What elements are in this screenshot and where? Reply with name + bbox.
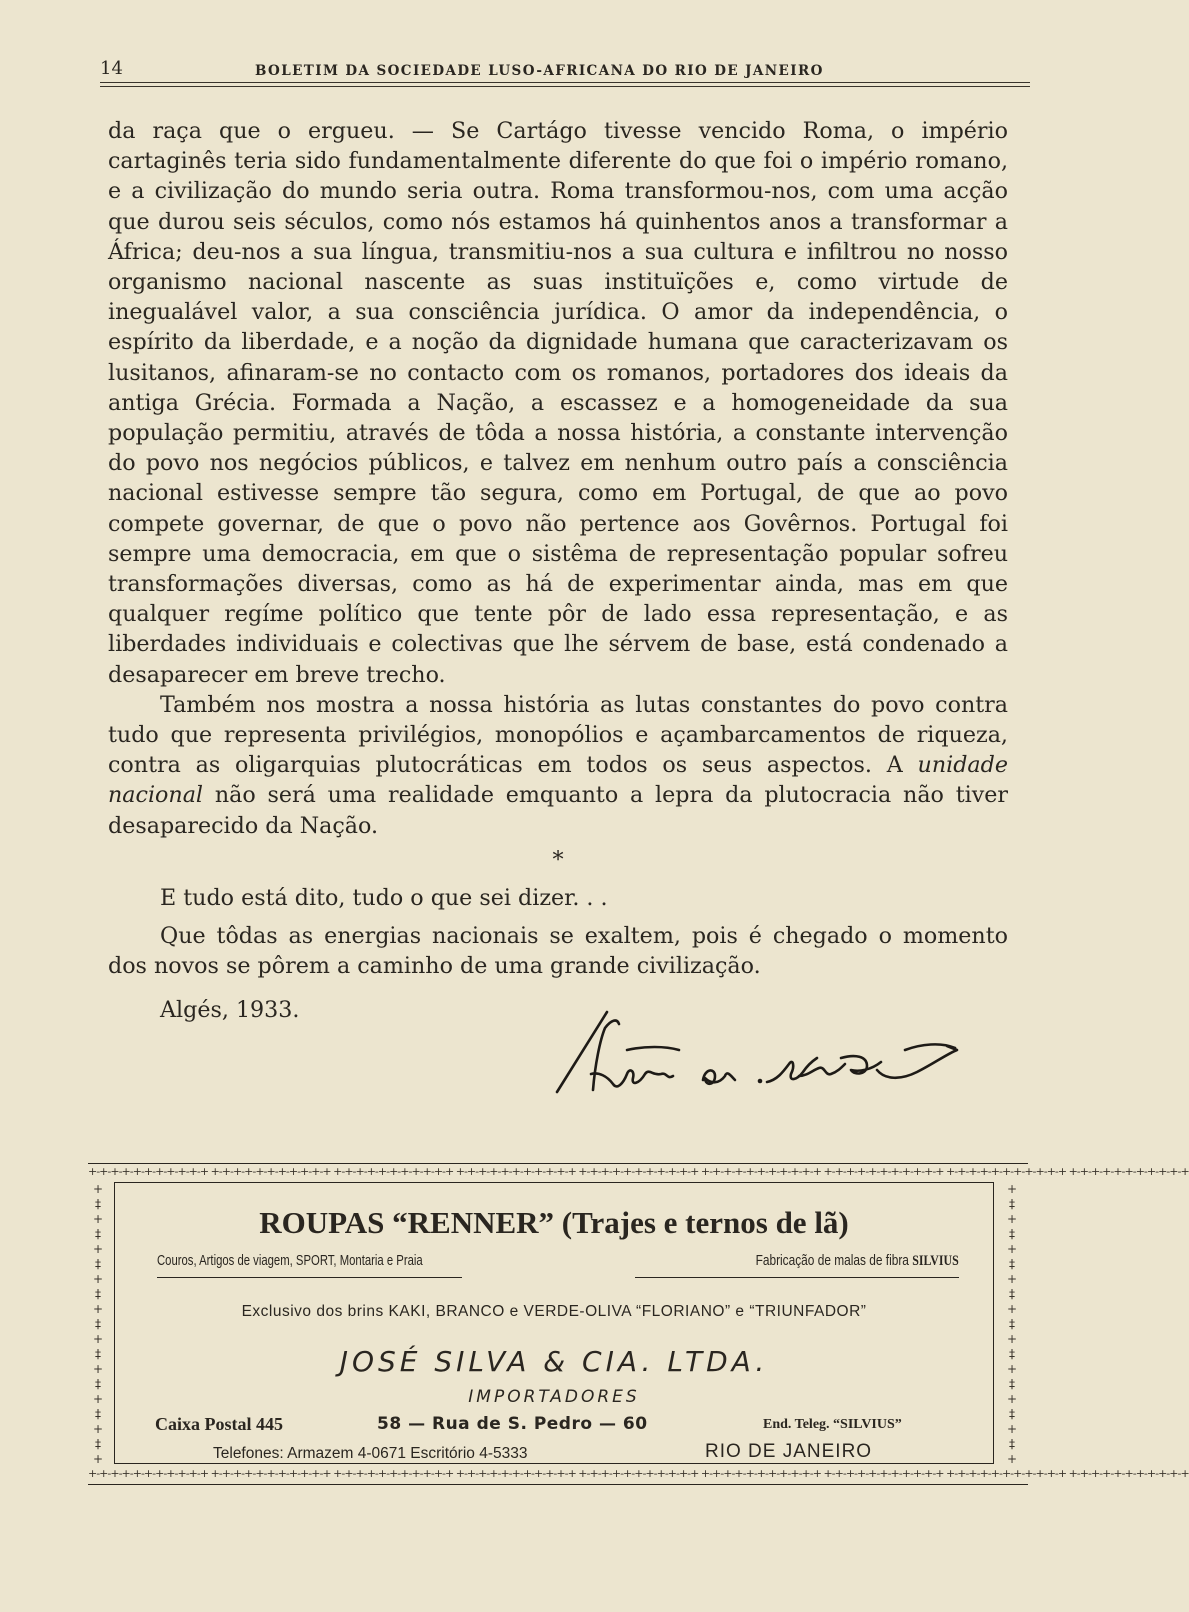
ad-subtitle-right <box>756 1253 959 1270</box>
cross-border-top: +-+-+-+-+-+-+-+-+-+-+ +-+-+-+-+-+-+-+-+-+-+ +-+-+-+-+-+-+-+-+-+-+ +-+-+-+-+-+-+-+-+-+-+ +-+-+-+-+-+-+-+-+-+-+ +-+-+-+-+-+-+-+-+-+-+ +-+-+-+-+-+-+-+-+-+-+ +-+-+-+-+-+-+-+-+-+-+ +-+-+-+-+-+-+-+-+-+-+ <box>88 1165 1189 1178</box>
body-text <box>108 116 1008 1026</box>
advertisement-box <box>114 1182 994 1464</box>
ad-address: 58 — Rua de S. Pedro — 60 <box>377 1414 648 1434</box>
paragraph-3: E tudo está dito, tudo o que sei dizer. . . <box>160 884 608 911</box>
page-number: 14 <box>100 58 123 79</box>
ad-subtitle-left: Couros, Artigos de viagem, SPORT, Montaria e Praia <box>157 1253 423 1269</box>
page-header <box>100 54 1030 88</box>
paragraph-2-italic: unidade nacional <box>108 752 1008 809</box>
ad-city: RIO DE JANEIRO <box>705 1441 873 1462</box>
header-rule <box>100 82 1030 83</box>
ad-brand-silvius: SILVIUS <box>912 1253 959 1269</box>
signature <box>555 1010 995 1115</box>
header-rule-thin <box>100 86 1030 87</box>
ad-caixa-postal: Caixa Postal 445 <box>155 1414 283 1434</box>
ad-phones: Telefones: Armazem 4-0671 Escritório 4-5333 <box>213 1445 528 1462</box>
ad-exclusive-line: Exclusivo dos brins KAKI, BRANCO e VERDE-OLIVA “FLORIANO” e “TRIUNFADOR” <box>241 1303 867 1320</box>
ad-rule-right <box>635 1277 959 1278</box>
ad-rule-left <box>157 1277 462 1278</box>
paragraph-2 <box>108 690 1008 841</box>
advertisement <box>88 1163 1189 1485</box>
paragraph-2-start: Também nos mostra a nossa história as lutas constantes do povo contra tudo que representa privilégios, monopólios e açambarcamentos de riqueza, contra as oligarquias plutocráticas em todos os seus aspectos. A <box>108 691 1008 779</box>
place-date: Algés, 1933. <box>160 997 300 1024</box>
ad-importers: IMPORTADORES <box>468 1387 640 1407</box>
cross-border-left: + ‡ + ‡ + ‡ + ‡ + ‡ + ‡ + ‡ + ‡ + ‡ + <box>92 1182 104 1466</box>
paragraph-2-end: não será uma realidade emquanto a lepra da plutocracia não tiver desaparecido da Nação. <box>108 782 1008 839</box>
paragraph-4: Que tôdas as energias nacionais se exaltem, pois é chegado o momento dos novos se pôrem a caminho de uma grande civilização. <box>108 923 1008 980</box>
ad-company-name: JOSÉ SILVA & CIA. LTDA. <box>339 1345 769 1378</box>
signature-scrawl <box>555 1010 995 1115</box>
paragraph-1: da raça que o ergueu. — Se Cartágo tivesse vencido Roma, o império cartaginês teria sido fundamentalmente diferente do que foi o império romano, e a civilização do mundo seria outra. Roma transformou-nos, com uma acção que durou seis séculos, como nós estamos há quinhentos anos a transformar a África; deu-nos a sua língua, transmitiu-nos a sua cultura e infiltrou no nosso organismo nacional nascente as suas instituïções e, como virtude de inegualável valor, a sua consciência jurídica. O amor da independência, o espírito da liberdade, e a noção da dignidade humana que caracterizavam os lusitanos, afinaram-se no contacto com os romanos, portadores dos ideais da antiga Grécia. Formada a Nação, a escassez e a homogeneidade da sua população permitiu, através de tôda a nossa história, a constante intervenção do povo nos negócios públicos, e talvez em nenhum outro país a consciência nacional estivesse sempre tão segura, como em Portugal, de que ao povo compete governar, de que o povo não pertence aos Govêrnos. Portugal foi sempre uma democracia, em que o sistêma de representação popular sofreu transformações diversas, como as há de experimentar ainda, mas em que qualquer regíme político que tente pôr de lado essa representação, e as liberdades individuais e colectivas que lhe sérvem de base, está condenado a desaparecer em breve trecho. <box>108 118 1008 688</box>
ad-title: ROUPAS “RENNER” (Trajes e ternos de lã) <box>259 1205 849 1240</box>
ad-telegraph: End. Teleg. “SILVIUS” <box>763 1417 902 1432</box>
cross-border-right: + ‡ + ‡ + ‡ + ‡ + ‡ + ‡ + ‡ + ‡ + ‡ + <box>1006 1182 1018 1466</box>
ad-subtitle-right-text: Fabricação de malas de fibra <box>755 1253 913 1269</box>
section-separator: * <box>552 846 564 873</box>
running-title: BOLETIM DA SOCIEDADE LUSO-AFRICANA DO RIO DE JANEIRO <box>255 63 824 79</box>
cross-border-bottom: +-+-+-+-+-+-+-+-+-+-+ +-+-+-+-+-+-+-+-+-+-+ +-+-+-+-+-+-+-+-+-+-+ +-+-+-+-+-+-+-+-+-+-+ +-+-+-+-+-+-+-+-+-+-+ +-+-+-+-+-+-+-+-+-+-+ +-+-+-+-+-+-+-+-+-+-+ +-+-+-+-+-+-+-+-+-+-+ +-+-+-+-+-+-+-+-+-+-+ <box>88 1467 1189 1480</box>
